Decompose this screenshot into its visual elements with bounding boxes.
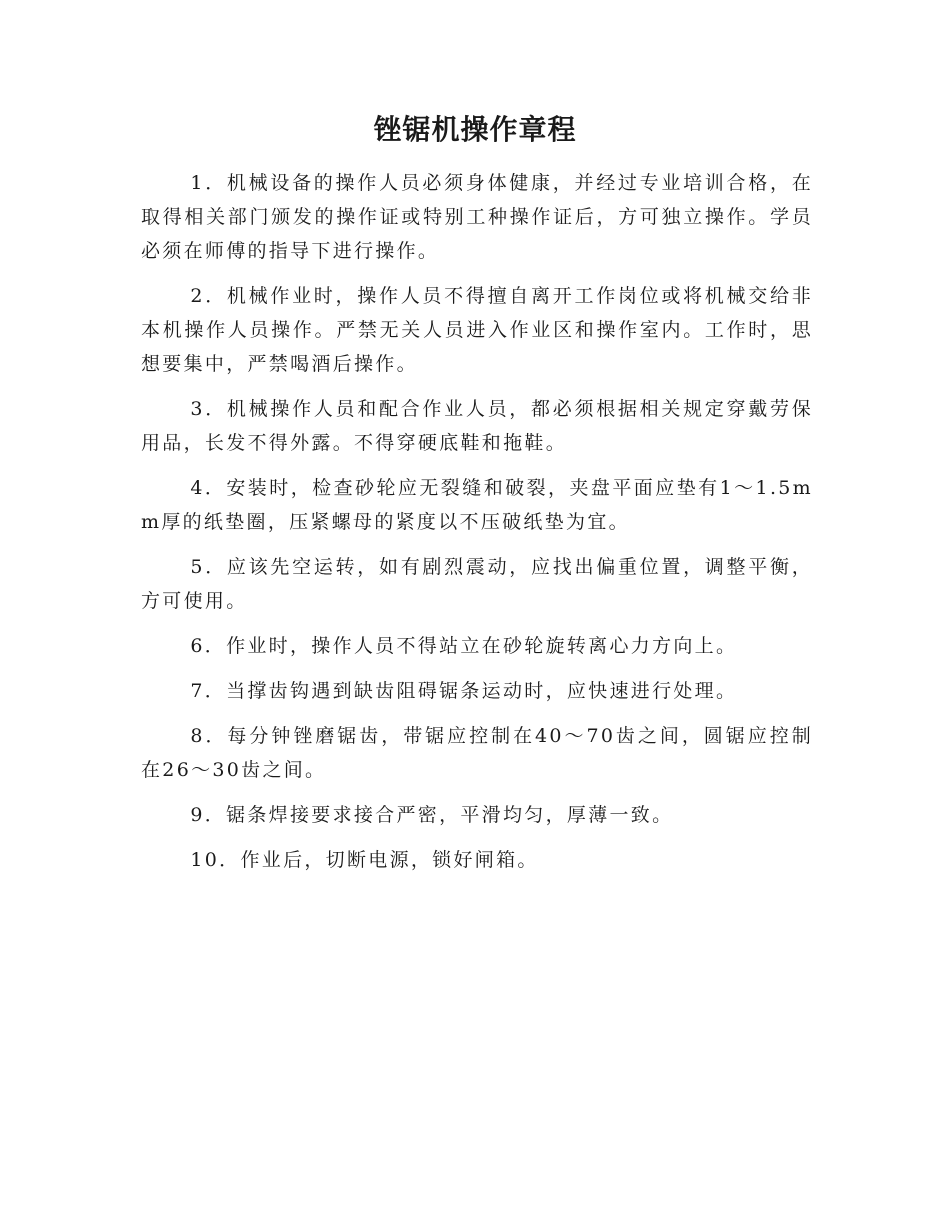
paragraph-8: 8．每分钟锉磨锯齿，带锯应控制在40～70齿之间，圆锯应控制在26～30齿之间。 (141, 725, 813, 781)
paragraph-9: 9．锯条焊接要求接合严密，平滑均匀，厚薄一致。 (190, 804, 674, 826)
paragraph-1: 1．机械设备的操作人员必须身体健康，并经过专业培训合格，在取得相关部门颁发的操作证或特别工种操作证后，方可独立操作。学员必须在师傅的指导下进行操作。 (141, 172, 813, 262)
paragraph-4: 4．安装时，检查砂轮应无裂缝和破裂，夹盘平面应垫有1～1.5mm厚的纸垫圈，压紧螺母的紧度以不压破纸垫为宜。 (141, 477, 813, 533)
paragraph-6: 6．作业时，操作人员不得站立在砂轮旋转离心力方向上。 (190, 635, 738, 657)
paragraph-3: 3．机械操作人员和配合作业人员，都必须根据相关规定穿戴劳保用品，长发不得外露。不得穿硬底鞋和拖鞋。 (141, 398, 813, 454)
document-title: 锉锯机操作章程 (373, 113, 577, 146)
paragraph-2: 2．机械作业时，操作人员不得擅自离开工作岗位或将机械交给非本机操作人员操作。严禁无关人员进入作业区和操作室内。工作时，思想要集中，严禁喝酒后操作。 (141, 285, 813, 375)
paragraph-5: 5．应该先空运转，如有剧烈震动，应找出偏重位置，调整平衡，方可使用。 (141, 556, 813, 612)
document-body (141, 166, 813, 888)
paragraph-7: 7．当撑齿钩遇到缺齿阻碍锯条运动时，应快速进行处理。 (190, 680, 738, 702)
paragraph-10: 10．作业后，切断电源，锁好闸箱。 (190, 849, 539, 871)
